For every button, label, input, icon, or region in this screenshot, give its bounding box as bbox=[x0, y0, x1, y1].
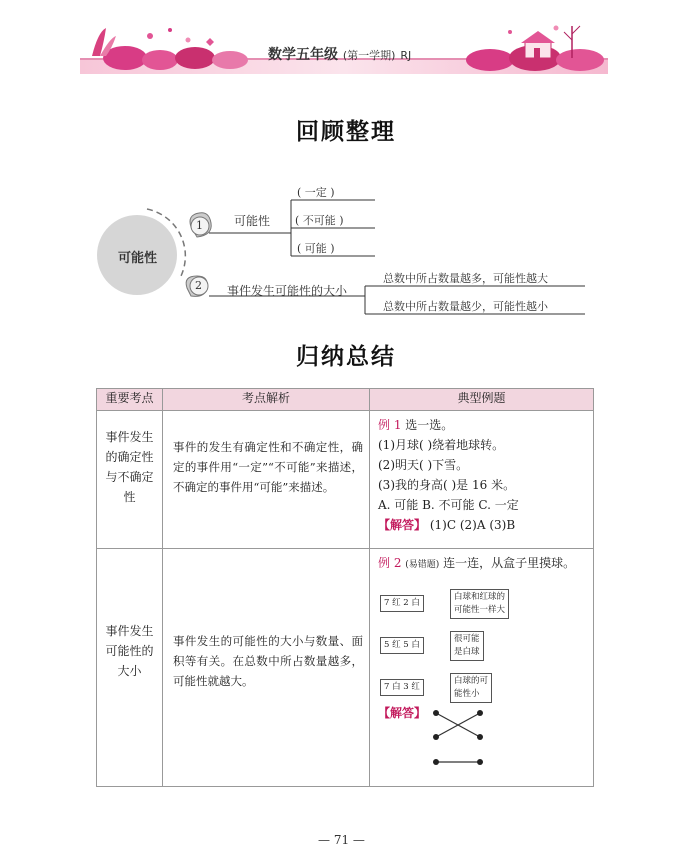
summary-table bbox=[96, 388, 594, 787]
row2-example-tag: (易错题) bbox=[405, 560, 440, 570]
branch1-label: 可能性 bbox=[234, 214, 271, 228]
branch1-item-certain: ( 一定 ) bbox=[297, 186, 335, 199]
mindmap-center-label: 可能性 bbox=[118, 251, 158, 266]
page-number: — 71 — bbox=[318, 833, 365, 847]
branch1-number: 1 bbox=[196, 219, 203, 232]
row2-answer-label: 【解答】 bbox=[378, 706, 427, 720]
review-section-title: 回顾整理 bbox=[296, 119, 396, 145]
row1-answer-label: 【解答】 bbox=[378, 518, 427, 532]
header-key-point: 重要考点 bbox=[97, 389, 163, 411]
row1-example-label: 例 1 bbox=[378, 418, 402, 432]
branch2-item-more: 总数中所占数量越多，可能性越大 bbox=[383, 272, 548, 285]
left-box-1: 7 红 2 白 bbox=[380, 595, 424, 612]
branch2-number: 2 bbox=[195, 279, 202, 292]
row2-analysis: 事件发生的可能性的大小与数量、面积等有关。在总数中所占数量越多，可能性就越大。 bbox=[163, 549, 370, 787]
right-box-3: 白球的可 能性小 bbox=[450, 673, 492, 703]
branch2-item-less: 总数中所占数量越少，可能性越小 bbox=[383, 300, 548, 313]
row1-answer: (1)C (2)A (3)B bbox=[429, 518, 516, 532]
branch2-label: 事件发生可能性的大小 bbox=[227, 284, 348, 298]
row2-key-point: 事件发生可能性的大小 bbox=[97, 549, 163, 787]
header-term: (第一学期) bbox=[342, 49, 396, 62]
header-example: 典型例题 bbox=[370, 389, 594, 411]
row1-options: A. 可能 B. 不可能 C. 一定 bbox=[378, 498, 519, 512]
table-row bbox=[97, 411, 594, 549]
row1-question-1: (1)月球( )绕着地球转。 bbox=[378, 438, 505, 452]
header-analysis: 考点解析 bbox=[163, 389, 370, 411]
right-box-2: 很可能 是白球 bbox=[450, 631, 484, 661]
row1-question-3: (3)我的身高( )是 16 米。 bbox=[378, 478, 516, 492]
row1-question-2: (2)明天( )下雪。 bbox=[378, 458, 469, 472]
branch1-item-possible: ( 可能 ) bbox=[297, 242, 335, 255]
row2-example-intro: 连一连，从盒子里摸球。 bbox=[443, 556, 576, 570]
header-subject: 数学五年级 bbox=[268, 47, 338, 63]
row2-example-label: 例 2 bbox=[378, 556, 402, 570]
branch1-item-impossible: ( 不可能 ) bbox=[295, 214, 344, 227]
row1-key-point: 事件发生的确定性与不确定性 bbox=[97, 411, 163, 549]
row1-example bbox=[370, 411, 594, 549]
table-row bbox=[97, 549, 594, 787]
left-box-2: 5 红 5 白 bbox=[380, 637, 424, 654]
decorative-house-right-icon bbox=[466, 26, 604, 72]
right-box-1: 白球和红球的 可能性一样大 bbox=[450, 589, 509, 619]
mindmap bbox=[95, 178, 595, 328]
row1-analysis: 事件的发生有确定性和不确定性，确定的事件用“一定”“不可能”来描述，不确定的事件用“可能”来描述。 bbox=[163, 411, 370, 549]
table-header-row bbox=[97, 389, 594, 411]
row2-example bbox=[370, 549, 594, 787]
row1-example-intro: 选一选。 bbox=[405, 418, 454, 432]
left-box-3: 7 白 3 红 bbox=[380, 679, 424, 696]
header-edition: RJ bbox=[400, 49, 412, 62]
decorative-flowers-left-icon bbox=[92, 28, 248, 70]
answer-matching-diagram bbox=[430, 707, 500, 769]
summary-section-title: 归纳总结 bbox=[296, 344, 396, 370]
header-title bbox=[268, 44, 411, 64]
